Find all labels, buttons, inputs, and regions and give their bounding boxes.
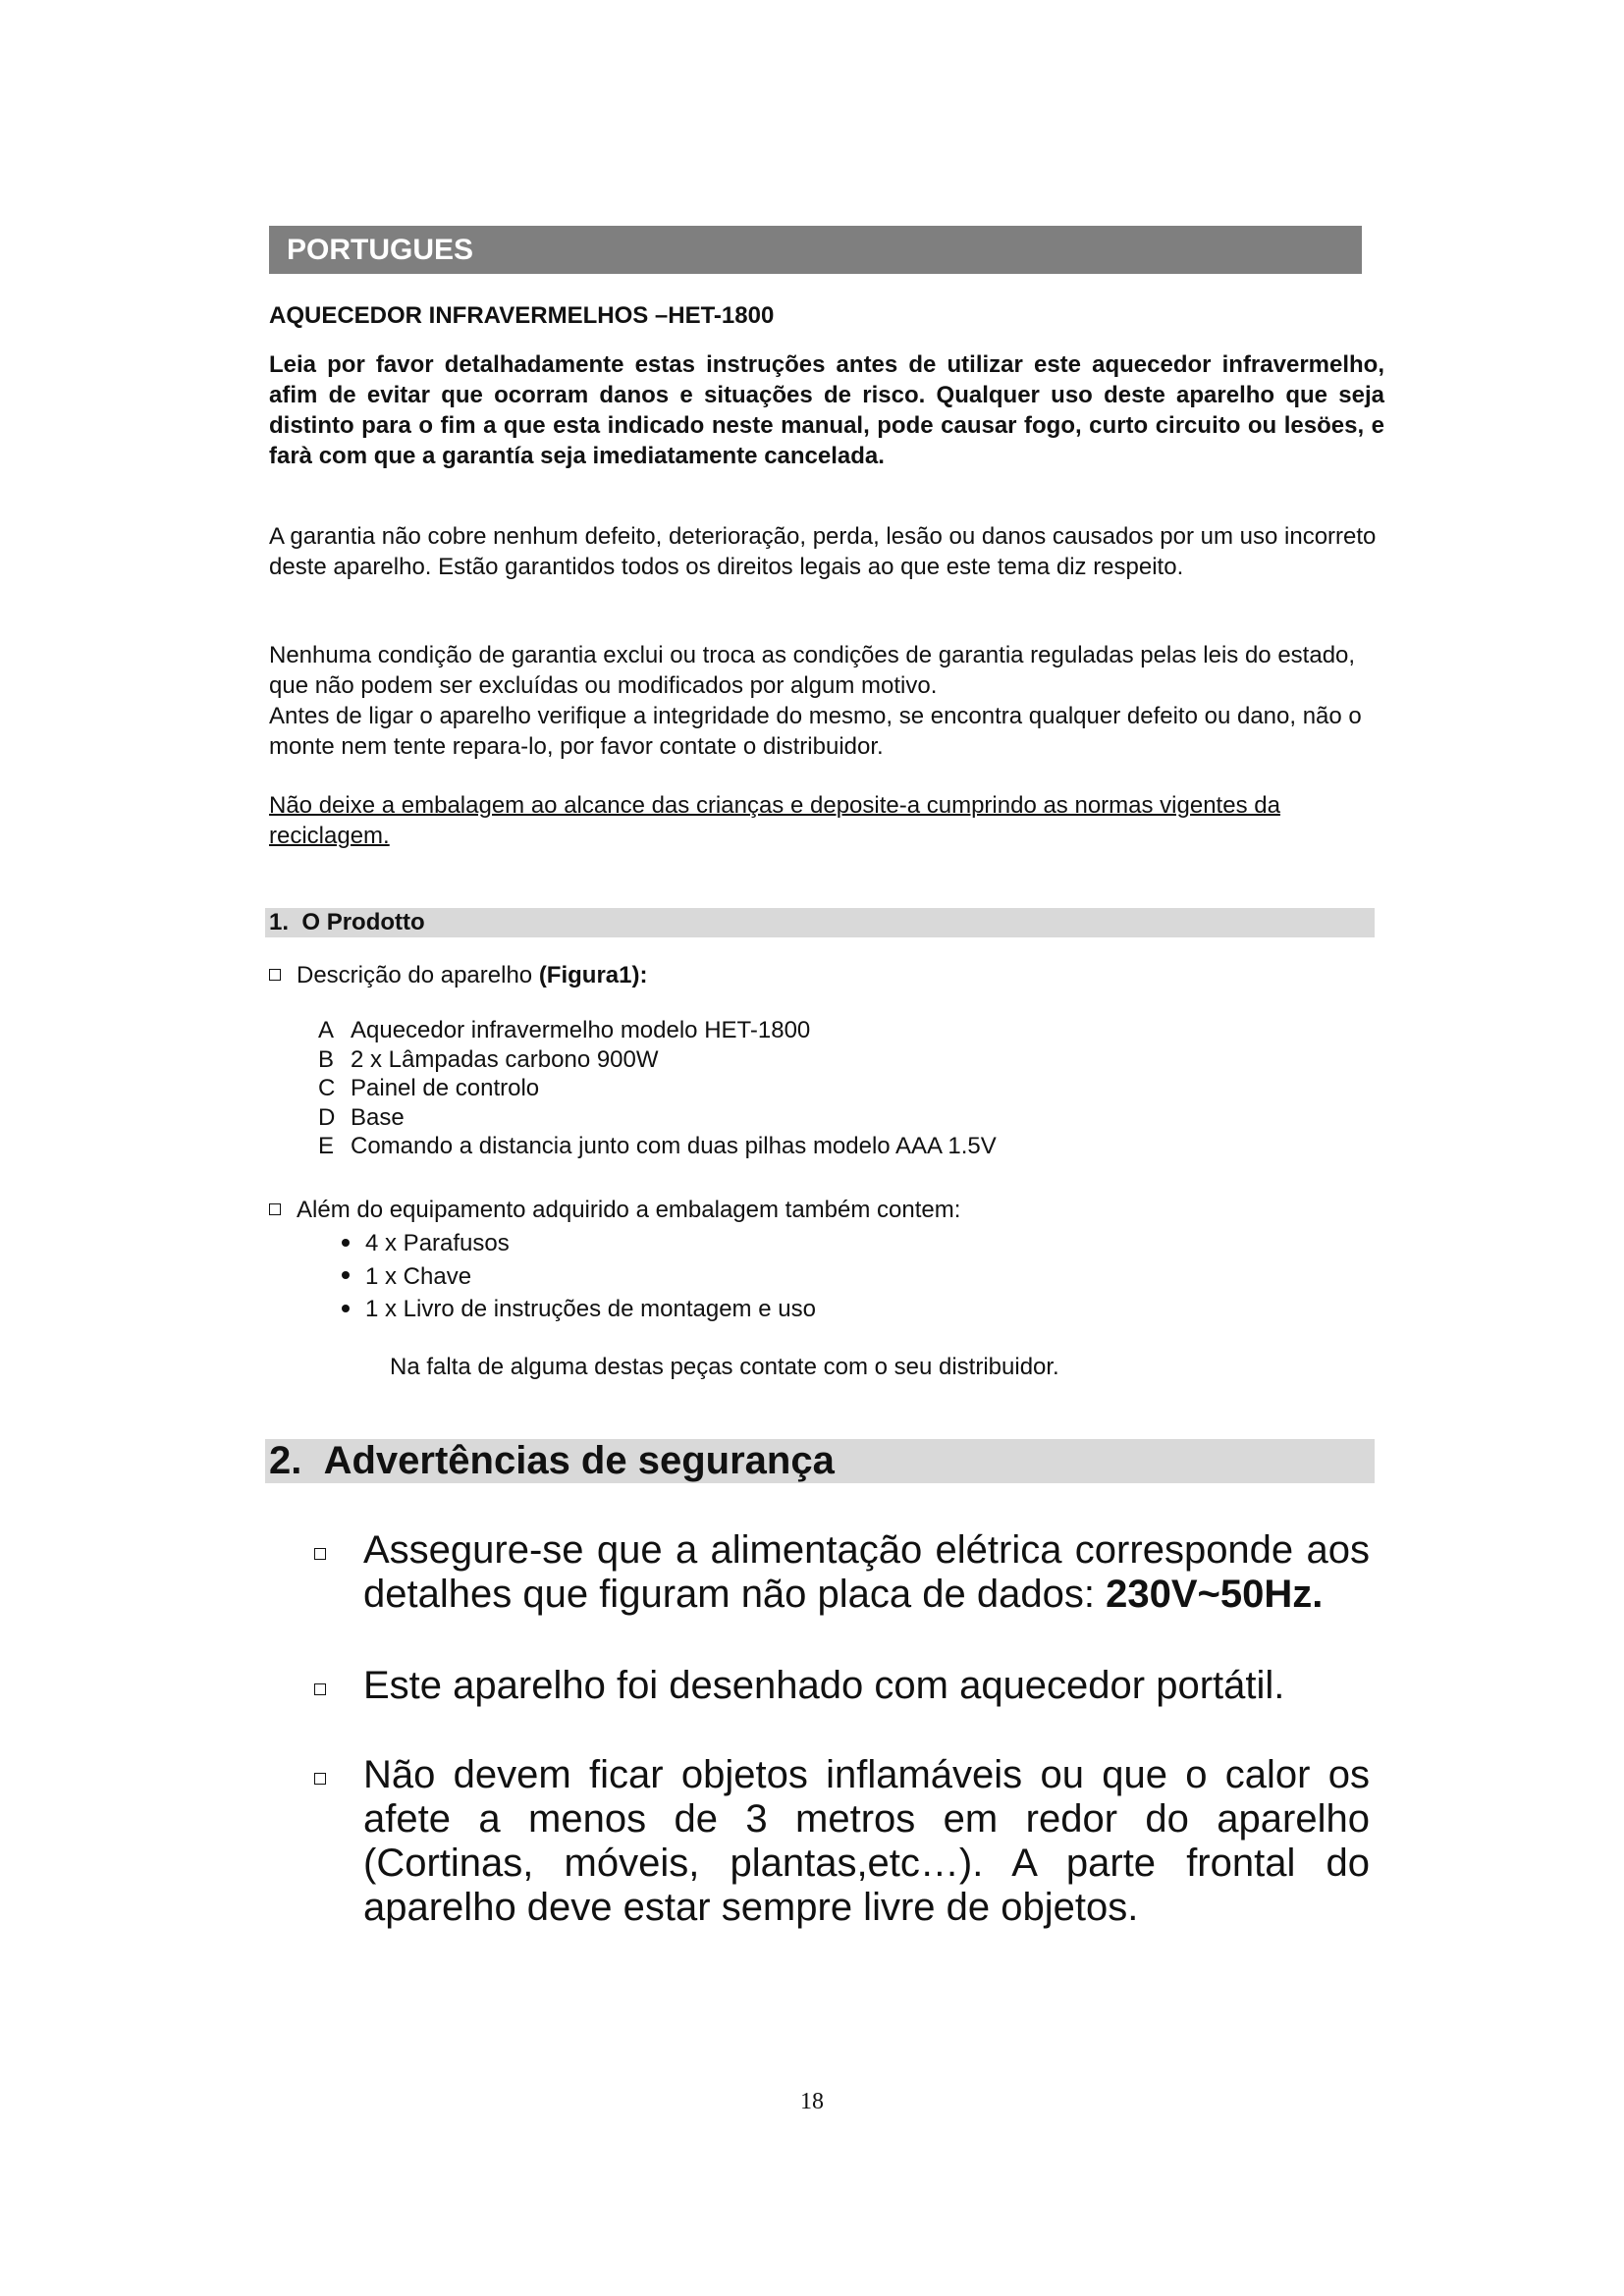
part-text: Comando a distancia junto com duas pilhas modelo AAA 1.5V [351, 1133, 997, 1159]
package-contents-item [269, 1195, 960, 1225]
part-letter: B [318, 1045, 335, 1073]
checkbox-bullet-icon [269, 969, 281, 981]
packaging-notice-paragraph: Não deixe a embalagem ao alcance das crianças e deposite-a cumprindo as normas vigentes da reciclagem. [269, 792, 1280, 849]
before-connecting-paragraph: Antes de ligar o aparelho verifique a integridade do mesmo, se encontra qualquer defeito ou dano, não o monte nem tente repara-lo, por favor contate o distribuidor. [269, 703, 1362, 760]
figure-reference: (Figura1): [538, 962, 648, 988]
package-item-text: 1 x Chave [365, 1262, 472, 1290]
list-item [318, 1045, 997, 1075]
bullet-dot-icon [342, 1271, 350, 1279]
missing-parts-notice: Na falta de alguma destas peças contate com o seu distribuidor. [390, 1354, 1059, 1380]
list-item [318, 1074, 997, 1103]
checkbox-bullet-icon [269, 1203, 281, 1215]
part-letter: A [318, 1017, 335, 1043]
device-description-item [269, 960, 647, 990]
checkbox-bullet-icon [314, 1683, 326, 1695]
part-text: Aquecedor infravermelho modelo HET-1800 [351, 1017, 811, 1043]
device-description-label: Descrição do aparelho [297, 962, 539, 988]
document-title: AQUECEDOR INFRAVERMELHOS –HET-1800 [269, 302, 775, 329]
package-item-text: 4 x Parafusos [365, 1230, 510, 1256]
list-item [318, 1132, 997, 1161]
package-items-list [342, 1227, 816, 1326]
part-text: 2 x Lâmpadas carbono 900W [351, 1045, 659, 1073]
list-item [318, 1103, 997, 1133]
warning-item-power [314, 1528, 1370, 1617]
warning-text: Este aparelho foi desenhado com aquecedor portátil. [363, 1664, 1285, 1707]
checkbox-bullet-icon [314, 1548, 326, 1560]
parts-list [318, 1016, 997, 1161]
intro-warning-paragraph: Leia por favor detalhadamente estas instruções antes de utilizar este aquecedor infravermelho, afim de evitar que ocorram danos e situações de risco. Qualquer uso deste aparelho que seja distinto para o fim a que esta indicado neste manual, pode causar fogo, curto circuito ou lesöes, e farà com que a garantía seja imediatamente cancelada. [269, 351, 1384, 469]
checkbox-bullet-icon [314, 1773, 326, 1785]
list-item [318, 1016, 997, 1045]
list-item [342, 1293, 816, 1326]
list-item [342, 1227, 816, 1260]
package-contents-label: Além do equipamento adquirido a embalagem também contem: [297, 1197, 961, 1223]
language-header: PORTUGUES [269, 226, 1362, 274]
part-text: Base [351, 1103, 405, 1131]
warning-item-flammables [314, 1753, 1370, 1930]
list-item [342, 1260, 816, 1294]
part-letter: E [318, 1133, 335, 1159]
warning-item-portable [314, 1664, 1370, 1708]
warning-text: Assegure-se que a alimentação elétrica corresponde aos detalhes que figuram não placa de dados: [363, 1528, 1370, 1616]
voltage-spec: 230V~50Hz. [1106, 1573, 1324, 1616]
part-text: Painel de controlo [351, 1075, 540, 1101]
bullet-dot-icon [342, 1239, 350, 1247]
bullet-dot-icon [342, 1305, 350, 1312]
page-number: 18 [800, 2089, 824, 2114]
part-letter: D [318, 1103, 336, 1131]
section-1-heading: 1. O Prodotto [265, 908, 1375, 937]
part-letter: C [318, 1075, 336, 1101]
warranty-conditions-paragraph: Nenhuma condição de garantia exclui ou troca as condições de garantia reguladas pelas leis do estado, que não podem ser excluídas ou modificados por algum motivo. [269, 642, 1356, 699]
section-2-heading: 2. Advertências de segurança [265, 1439, 1375, 1483]
warranty-paragraph: A garantia não cobre nenhum defeito, deterioração, perda, lesão ou danos causados por um uso incorreto deste aparelho. Estão garantidos todos os direitos legais ao que este tema diz respeito. [269, 523, 1377, 580]
package-item-text: 1 x Livro de instruções de montagem e uso [365, 1296, 816, 1322]
warning-text: Não devem ficar objetos inflamáveis ou que o calor os afete a menos de 3 metros em redor do aparelho (Cortinas, móveis, plantas,etc…). A parte frontal do aparelho deve estar sempre livre de objetos. [363, 1753, 1370, 1929]
